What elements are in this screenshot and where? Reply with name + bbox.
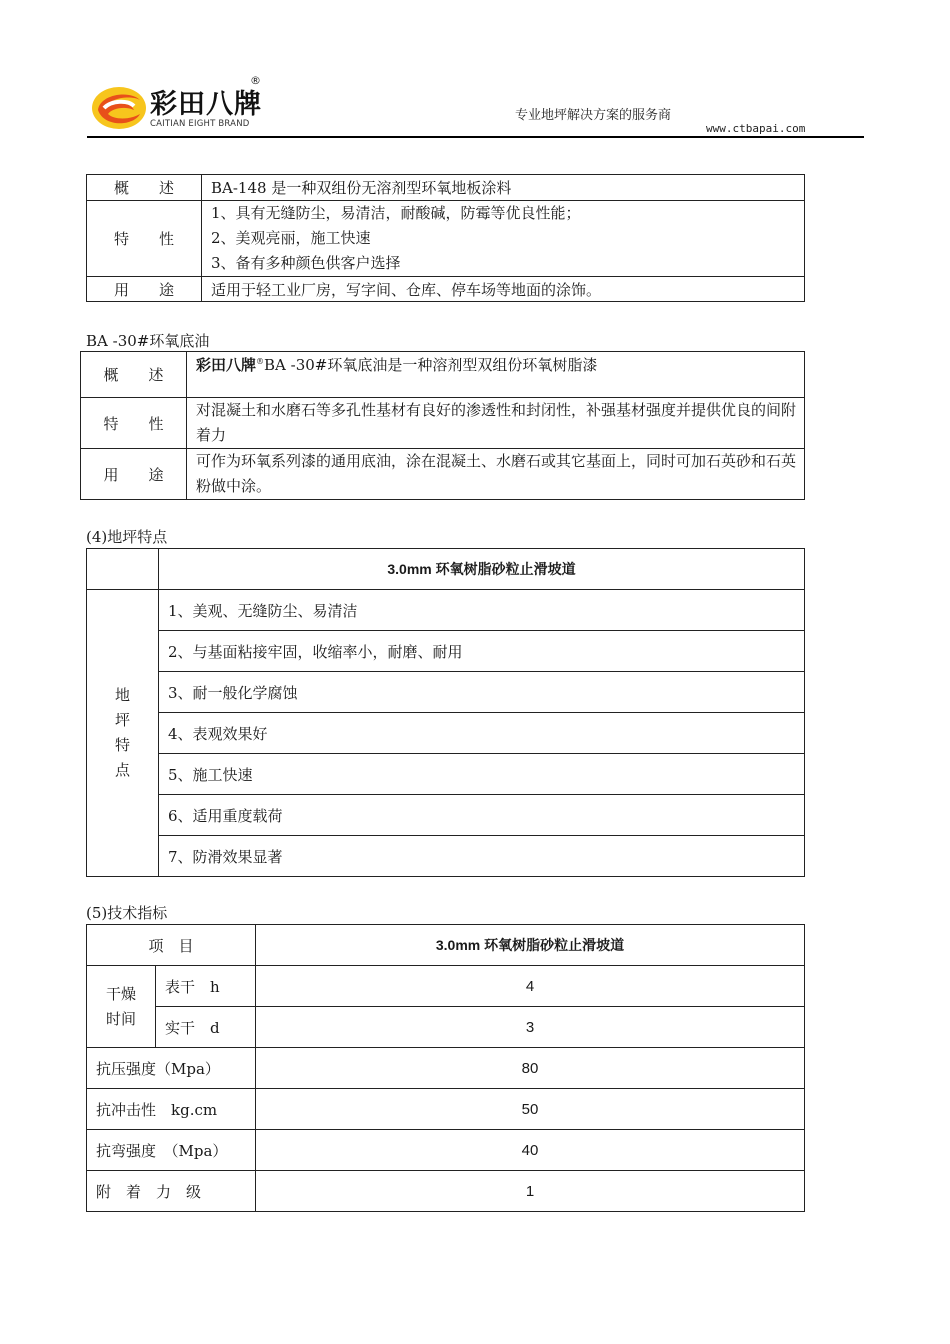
row-value: 1 (256, 1171, 805, 1212)
row-label: 附 着 力 级 (87, 1171, 256, 1212)
product-ba148-table (86, 174, 805, 302)
tagline: 专业地坪解决方案的服务商 (515, 108, 672, 123)
table-row (87, 1130, 805, 1171)
feature-item: 5、施工快速 (159, 754, 805, 795)
table-row (87, 795, 805, 836)
feature-item: 1、美观、无缝防尘、易清洁 (159, 590, 805, 631)
row-text: 对混凝土和水磨石等多孔性基材有良好的渗透性和封闭性，补强基材强度并提供优良的间附着力 (187, 398, 805, 449)
table-row (87, 1171, 805, 1212)
row-text: 彩田八牌®BA -30#环氧底油是一种溶剂型双组份环氧树脂漆 (187, 352, 805, 398)
table-row (87, 175, 805, 201)
row-label: 概 述 (81, 352, 187, 398)
row-label: 概 述 (87, 175, 202, 201)
primer-table (80, 351, 805, 500)
table-row (87, 1007, 805, 1048)
table-row (87, 713, 805, 754)
website-url: www.ctbapai.com (706, 122, 806, 135)
row-value: 4 (256, 966, 805, 1007)
dry-time-label: 干燥 时间 (87, 966, 156, 1048)
row-value: 40 (256, 1130, 805, 1171)
table-row (87, 631, 805, 672)
table-row (87, 1048, 805, 1089)
row-value: 50 (256, 1089, 805, 1130)
column-header: 3.0mm 环氧树脂砂粒止滑坡道 (159, 549, 805, 590)
header-divider (87, 136, 864, 138)
table-row (87, 590, 805, 631)
logo-text: 彩田八牌 (150, 89, 262, 120)
feature-item: 4、表观效果好 (159, 713, 805, 754)
feature-item: 3、耐一般化学腐蚀 (159, 672, 805, 713)
column-header: 3.0mm 环氧树脂砂粒止滑坡道 (256, 925, 805, 966)
registered-mark: ® (250, 74, 261, 87)
row-label: 用 途 (87, 277, 202, 302)
features-table (86, 548, 805, 877)
table-row (87, 277, 805, 302)
row-label: 特 性 (81, 398, 187, 449)
row-text: 可作为环氧系列漆的通用底油，涂在混凝土、水磨石或其它基面上，同时可加石英砂和石英粉做中涂。 (187, 449, 805, 500)
brand-name: 彩田八牌 (196, 356, 257, 374)
table-row (87, 201, 805, 277)
table-header-row (87, 549, 805, 590)
row-label: 抗弯强度 （Mpa） (87, 1130, 256, 1171)
table-row (87, 1089, 805, 1130)
row-text: 适用于轻工业厂房，写字间、仓库、停车场等地面的涂饰。 (202, 277, 805, 302)
row-label: 用 途 (81, 449, 187, 500)
table-row (87, 966, 805, 1007)
table-row (81, 449, 805, 500)
table-header-row (87, 925, 805, 966)
table-row (81, 398, 805, 449)
row-label: 实干 d (156, 1007, 256, 1048)
table-row (87, 836, 805, 877)
table-row (87, 672, 805, 713)
brand-mark: ® (256, 357, 265, 366)
row-label: 特 性 (87, 201, 202, 277)
section-title-features: (4)地坪特点 (86, 528, 168, 546)
logo-subtitle: CAITIAN EIGHT BRAND (150, 119, 250, 129)
section-title-specs: (5)技术指标 (86, 904, 168, 922)
row-label: 抗压强度（Mpa） (87, 1048, 256, 1089)
column-header: 项 目 (87, 925, 256, 966)
row-value: 3 (256, 1007, 805, 1048)
section-title-primer: BA -30#环氧底油 (86, 332, 210, 350)
feature-item: 2、与基面粘接牢固，收缩率小，耐磨、耐用 (159, 631, 805, 672)
row-label: 表干 h (156, 966, 256, 1007)
logo-swirl-icon (90, 84, 148, 132)
table-row (81, 352, 805, 398)
brand-logo (90, 74, 270, 136)
row-text: BA-148 是一种双组份无溶剂型环氧地板涂料 (202, 175, 805, 201)
feature-item: 7、防滑效果显著 (159, 836, 805, 877)
row-text: 1、具有无缝防尘，易清洁，耐酸碱，防霉等优良性能； 2、美观亮丽，施工快速 3、备有多种颜色供客户选择 (202, 201, 805, 277)
side-label: 地 坪 特 点 (87, 590, 159, 877)
specs-table (86, 924, 805, 1212)
table-row (87, 754, 805, 795)
feature-item: 6、适用重度载荷 (159, 795, 805, 836)
row-value: 80 (256, 1048, 805, 1089)
row-label: 抗冲击性 kg.cm (87, 1089, 256, 1130)
